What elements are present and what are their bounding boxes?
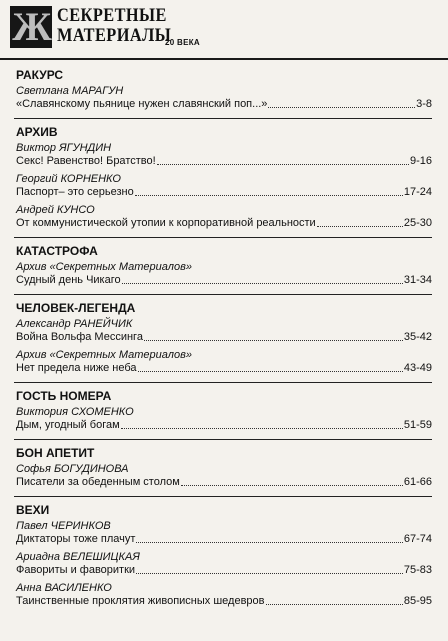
dot-leader [268,98,415,108]
toc-section [14,241,432,292]
entry-pages: 51-59 [403,419,432,431]
section-title: БОН АПЕТИТ [16,446,95,460]
entry-pages: 75-83 [403,564,432,576]
entry-title: Война Вольфа Мессинга [16,331,143,343]
dot-leader [136,533,402,543]
dot-leader [144,331,403,341]
entry-title: Нет предела ниже неба [16,362,137,374]
entry-row [16,362,432,375]
entry-row [16,217,432,230]
entry-pages: 25-30 [403,217,432,229]
toc-entry[interactable] [14,261,432,292]
dot-leader [135,186,403,196]
entry-row [16,595,432,608]
toc-entry[interactable] [14,349,432,380]
dot-leader [136,564,403,574]
entry-pages: 67-74 [403,533,432,545]
section-divider [14,294,432,295]
section-title: АРХИВ [16,125,58,139]
magazine-subtitle: 20 ВЕКА [165,38,200,47]
entry-pages: 61-66 [403,476,432,488]
section-title: ГОСТЬ НОМЕРА [16,389,112,403]
magazine-title [57,6,171,46]
section-title: ЧЕЛОВЕК-ЛЕГЕНДА [16,301,136,315]
dot-leader [121,419,403,429]
dot-leader [157,155,409,165]
section-divider [14,439,432,440]
entry-title: Таинственные проклятия живописных шедевров [16,595,265,607]
section-divider [14,118,432,119]
entry-row [16,533,432,546]
toc-entry[interactable] [14,85,432,116]
dot-leader [317,217,403,227]
entry-pages: 31-34 [403,274,432,286]
entry-row [16,564,432,577]
entry-title: Писатели за обеденным столом [16,476,180,488]
toc-entry[interactable] [14,463,432,494]
entry-title: Диктаторы тоже плачут [16,533,136,545]
entry-title: Дым, угодный богам [16,419,120,431]
entry-row [16,155,432,168]
toc-entry[interactable] [14,520,432,551]
entry-title: Паспорт– это серьезно [16,186,134,198]
entry-author: Павел ЧЕРИНКОВ [16,520,111,532]
entry-row [16,274,432,287]
magazine-title-line2: МАТЕРИАЛЫ [57,25,172,46]
toc-section [14,386,432,437]
magazine-title-line1: СЕКРЕТНЫЕ [57,5,167,26]
toc-section [14,500,432,613]
entry-author: Архив «Секретных Материалов» [16,261,192,273]
entry-row [16,186,432,199]
dot-leader [138,362,403,372]
entry-title: От коммунистической утопии к корпоративной реальности [16,217,316,229]
entry-pages: 3-8 [416,98,432,110]
toc-section [14,443,432,494]
entry-row [16,476,432,489]
entry-author: Виктор ЯГУНДИН [16,142,112,154]
toc-section [14,122,432,235]
entry-author: Георгий КОРНЕНКО [16,173,121,185]
toc-entry[interactable] [14,582,432,613]
entry-title: Секс! Равенство! Братство! [16,155,156,167]
entry-title: Судный день Чикаго [16,274,121,286]
toc-entry[interactable] [14,318,432,349]
entry-title: Фавориты и фаворитки [16,564,136,576]
dot-leader [122,274,403,284]
entry-author: Анна ВАСИЛЕНКО [16,582,112,594]
entry-pages: 85-95 [403,595,432,607]
magazine-logo: Ж [10,6,52,48]
toc-section [14,298,432,380]
magazine-header [0,0,448,60]
toc-section [14,65,432,116]
entry-pages: 43-49 [403,362,432,374]
entry-author: Виктория СХОМЕНКО [16,406,134,418]
section-title: КАТАСТРОФА [16,244,98,258]
entry-pages: 17-24 [403,186,432,198]
table-of-contents [14,62,432,613]
entry-author: Софья БОГУДИНОВА [16,463,129,475]
entry-row [16,98,432,111]
entry-author: Александр РАНЕЙЧИК [16,318,133,330]
toc-entry[interactable] [14,551,432,582]
toc-entry[interactable] [14,142,432,173]
dot-leader [266,595,403,605]
section-divider [14,496,432,497]
dot-leader [181,476,403,486]
entry-pages: 9-16 [409,155,432,167]
entry-author: Ариадна ВЕЛЕШИЦКАЯ [16,551,140,563]
entry-row [16,419,432,432]
entry-pages: 35-42 [403,331,432,343]
section-title: ВЕХИ [16,503,50,517]
entry-author: Андрей КУНСО [16,204,95,216]
entry-author: Светлана МАРАГУН [16,85,124,97]
section-divider [14,382,432,383]
entry-title: «Славянскому пьянице нужен славянский поп...» [16,98,268,110]
toc-entry[interactable] [14,406,432,437]
entry-author: Архив «Секретных Материалов» [16,349,192,361]
entry-row [16,331,432,344]
section-divider [14,237,432,238]
toc-entry[interactable] [14,204,432,235]
section-title: РАКУРС [16,68,64,82]
toc-entry[interactable] [14,173,432,204]
